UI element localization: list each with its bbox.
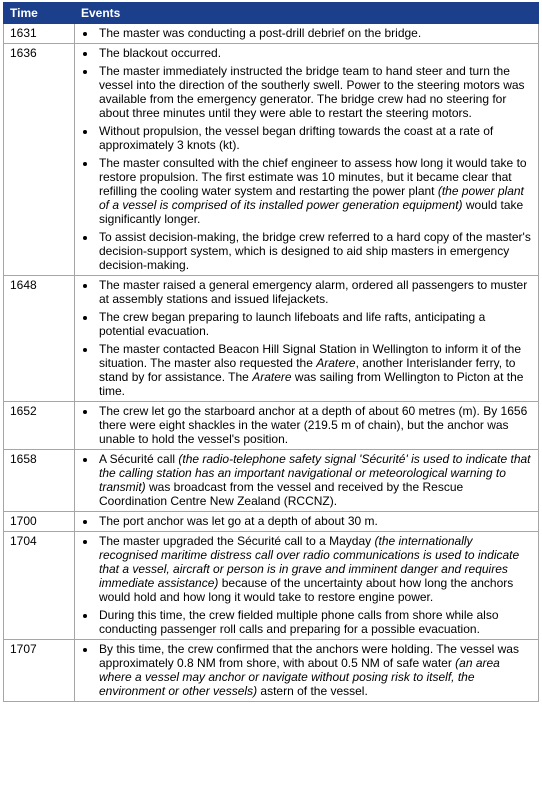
event-text: A Sécurité call [99, 452, 179, 466]
event-text: The master immediately instructed the bridge team to hand steer and turn the vessel into the direction of the southerly swell. Power to the steering motors was available from the emergency generator. The bridge crew had no steering for about three minutes until they were able to restart the steering motors. [99, 64, 525, 120]
event-text: The crew began preparing to launch lifeboats and life rafts, anticipating a potential evacuation. [99, 310, 486, 338]
event-note-italic: (the internationally recognised maritime distress call over radio communications is used to indicate that a vessel, aircraft or person is in grave and imminent danger and requires immediate assistance) [99, 534, 520, 590]
table-body [4, 24, 539, 702]
event-item [97, 514, 532, 528]
event-text: The blackout occurred. [99, 46, 222, 60]
time-cell: 1707 [4, 640, 75, 702]
time-cell: 1631 [4, 24, 75, 44]
event-note-italic: (the radio-telephone safety signal 'Sécurité' is used to indicate that the calling station has an important navigational or meteorological warning to transmit) [99, 452, 531, 494]
time-cell: 1658 [4, 450, 75, 512]
table-row [4, 402, 539, 450]
event-list [81, 452, 532, 508]
time-cell: 1636 [4, 44, 75, 276]
table-row [4, 640, 539, 702]
events-cell [75, 24, 539, 44]
event-item [97, 46, 532, 60]
table-row [4, 276, 539, 402]
event-text: Without propulsion, the vessel began drifting towards the coast at a rate of approximately 3 knots (kt). [99, 124, 494, 152]
event-item [97, 342, 532, 398]
events-cell [75, 512, 539, 532]
events-cell [75, 276, 539, 402]
event-note-italic: (an area where a vessel may anchor or navigate without posing risk to itself, the environment or other vessels) [99, 656, 500, 698]
events-column-header: Events [75, 3, 539, 24]
events-cell [75, 532, 539, 640]
event-item [97, 608, 532, 636]
table-row [4, 44, 539, 276]
event-text: was sailing from Wellington to Picton at the time. [99, 370, 524, 398]
event-text: The master was conducting a post-drill debrief on the bridge. [99, 26, 422, 40]
event-item [97, 404, 532, 446]
event-item [97, 124, 532, 152]
event-text: astern of the vessel. [257, 684, 368, 698]
event-text: The port anchor was let go at a depth of about 30 m. [99, 514, 378, 528]
event-item [97, 64, 532, 120]
time-cell: 1704 [4, 532, 75, 640]
event-note-italic: Aratere [252, 370, 292, 384]
event-text: During this time, the crew fielded multiple phone calls from shore while also conducting passenger roll calls and preparing for a possible evacuation. [99, 608, 499, 636]
event-text: The master raised a general emergency alarm, ordered all passengers to muster at assembly stations and issued lifejackets. [99, 278, 528, 306]
event-note-italic: Aratere [316, 356, 356, 370]
event-text: The master consulted with the chief engineer to assess how long it would take to restore propulsion. The first estimate was 10 minutes, but it became clear that refilling the cooling water system and restarting the power plant [99, 156, 527, 198]
event-text: would take significantly longer. [99, 198, 524, 226]
events-cell [75, 44, 539, 276]
table-row [4, 512, 539, 532]
event-text: To assist decision-making, the bridge crew referred to a hard copy of the master's decision-support system, which is designed to aid ship masters in emergency decision-making. [99, 230, 531, 272]
table-row [4, 24, 539, 44]
event-text: The crew let go the starboard anchor at a depth of about 60 metres (m). By 1656 there were eight shackles in the water (219.5 m of chain), but the anchor was unable to hold the vessel's position. [99, 404, 528, 446]
event-list [81, 26, 532, 40]
event-note-italic: (the power plant of a vessel is comprised of its installed power generation equipment) [99, 184, 524, 212]
time-column-header: Time [4, 3, 75, 24]
event-text: By this time, the crew confirmed that the anchors were holding. The vessel was approximately 0.8 NM from shore, with about 0.5 NM of safe water [99, 642, 519, 670]
table-header-row [4, 3, 539, 24]
event-item [97, 310, 532, 338]
events-timeline-table [3, 2, 539, 702]
time-cell: 1652 [4, 402, 75, 450]
event-item [97, 26, 532, 40]
event-text: The master contacted Beacon Hill Signal Station in Wellington to inform it of the situation. The master also requested the [99, 342, 521, 370]
events-cell [75, 450, 539, 512]
event-list [81, 642, 532, 698]
time-cell: 1648 [4, 276, 75, 402]
event-text: The master upgraded the Sécurité call to a Mayday [99, 534, 375, 548]
event-item [97, 452, 532, 508]
event-list [81, 404, 532, 446]
time-cell: 1700 [4, 512, 75, 532]
event-item [97, 642, 532, 698]
event-item [97, 156, 532, 226]
event-item [97, 278, 532, 306]
event-item [97, 230, 532, 272]
event-text: was broadcast from the vessel and received by the Rescue Coordination Centre New Zealand (RCCNZ). [99, 480, 464, 508]
event-text: because of the uncertainty about how long the anchors would hold and how long it would take to restore engine power. [99, 576, 514, 604]
event-item [97, 534, 532, 604]
table-row [4, 450, 539, 512]
event-text: , another Interislander ferry, to stand by for assistance. The [99, 356, 516, 384]
event-list [81, 514, 532, 528]
table-row [4, 532, 539, 640]
event-list [81, 46, 532, 272]
event-list [81, 278, 532, 398]
events-cell [75, 640, 539, 702]
event-list [81, 534, 532, 636]
events-cell [75, 402, 539, 450]
